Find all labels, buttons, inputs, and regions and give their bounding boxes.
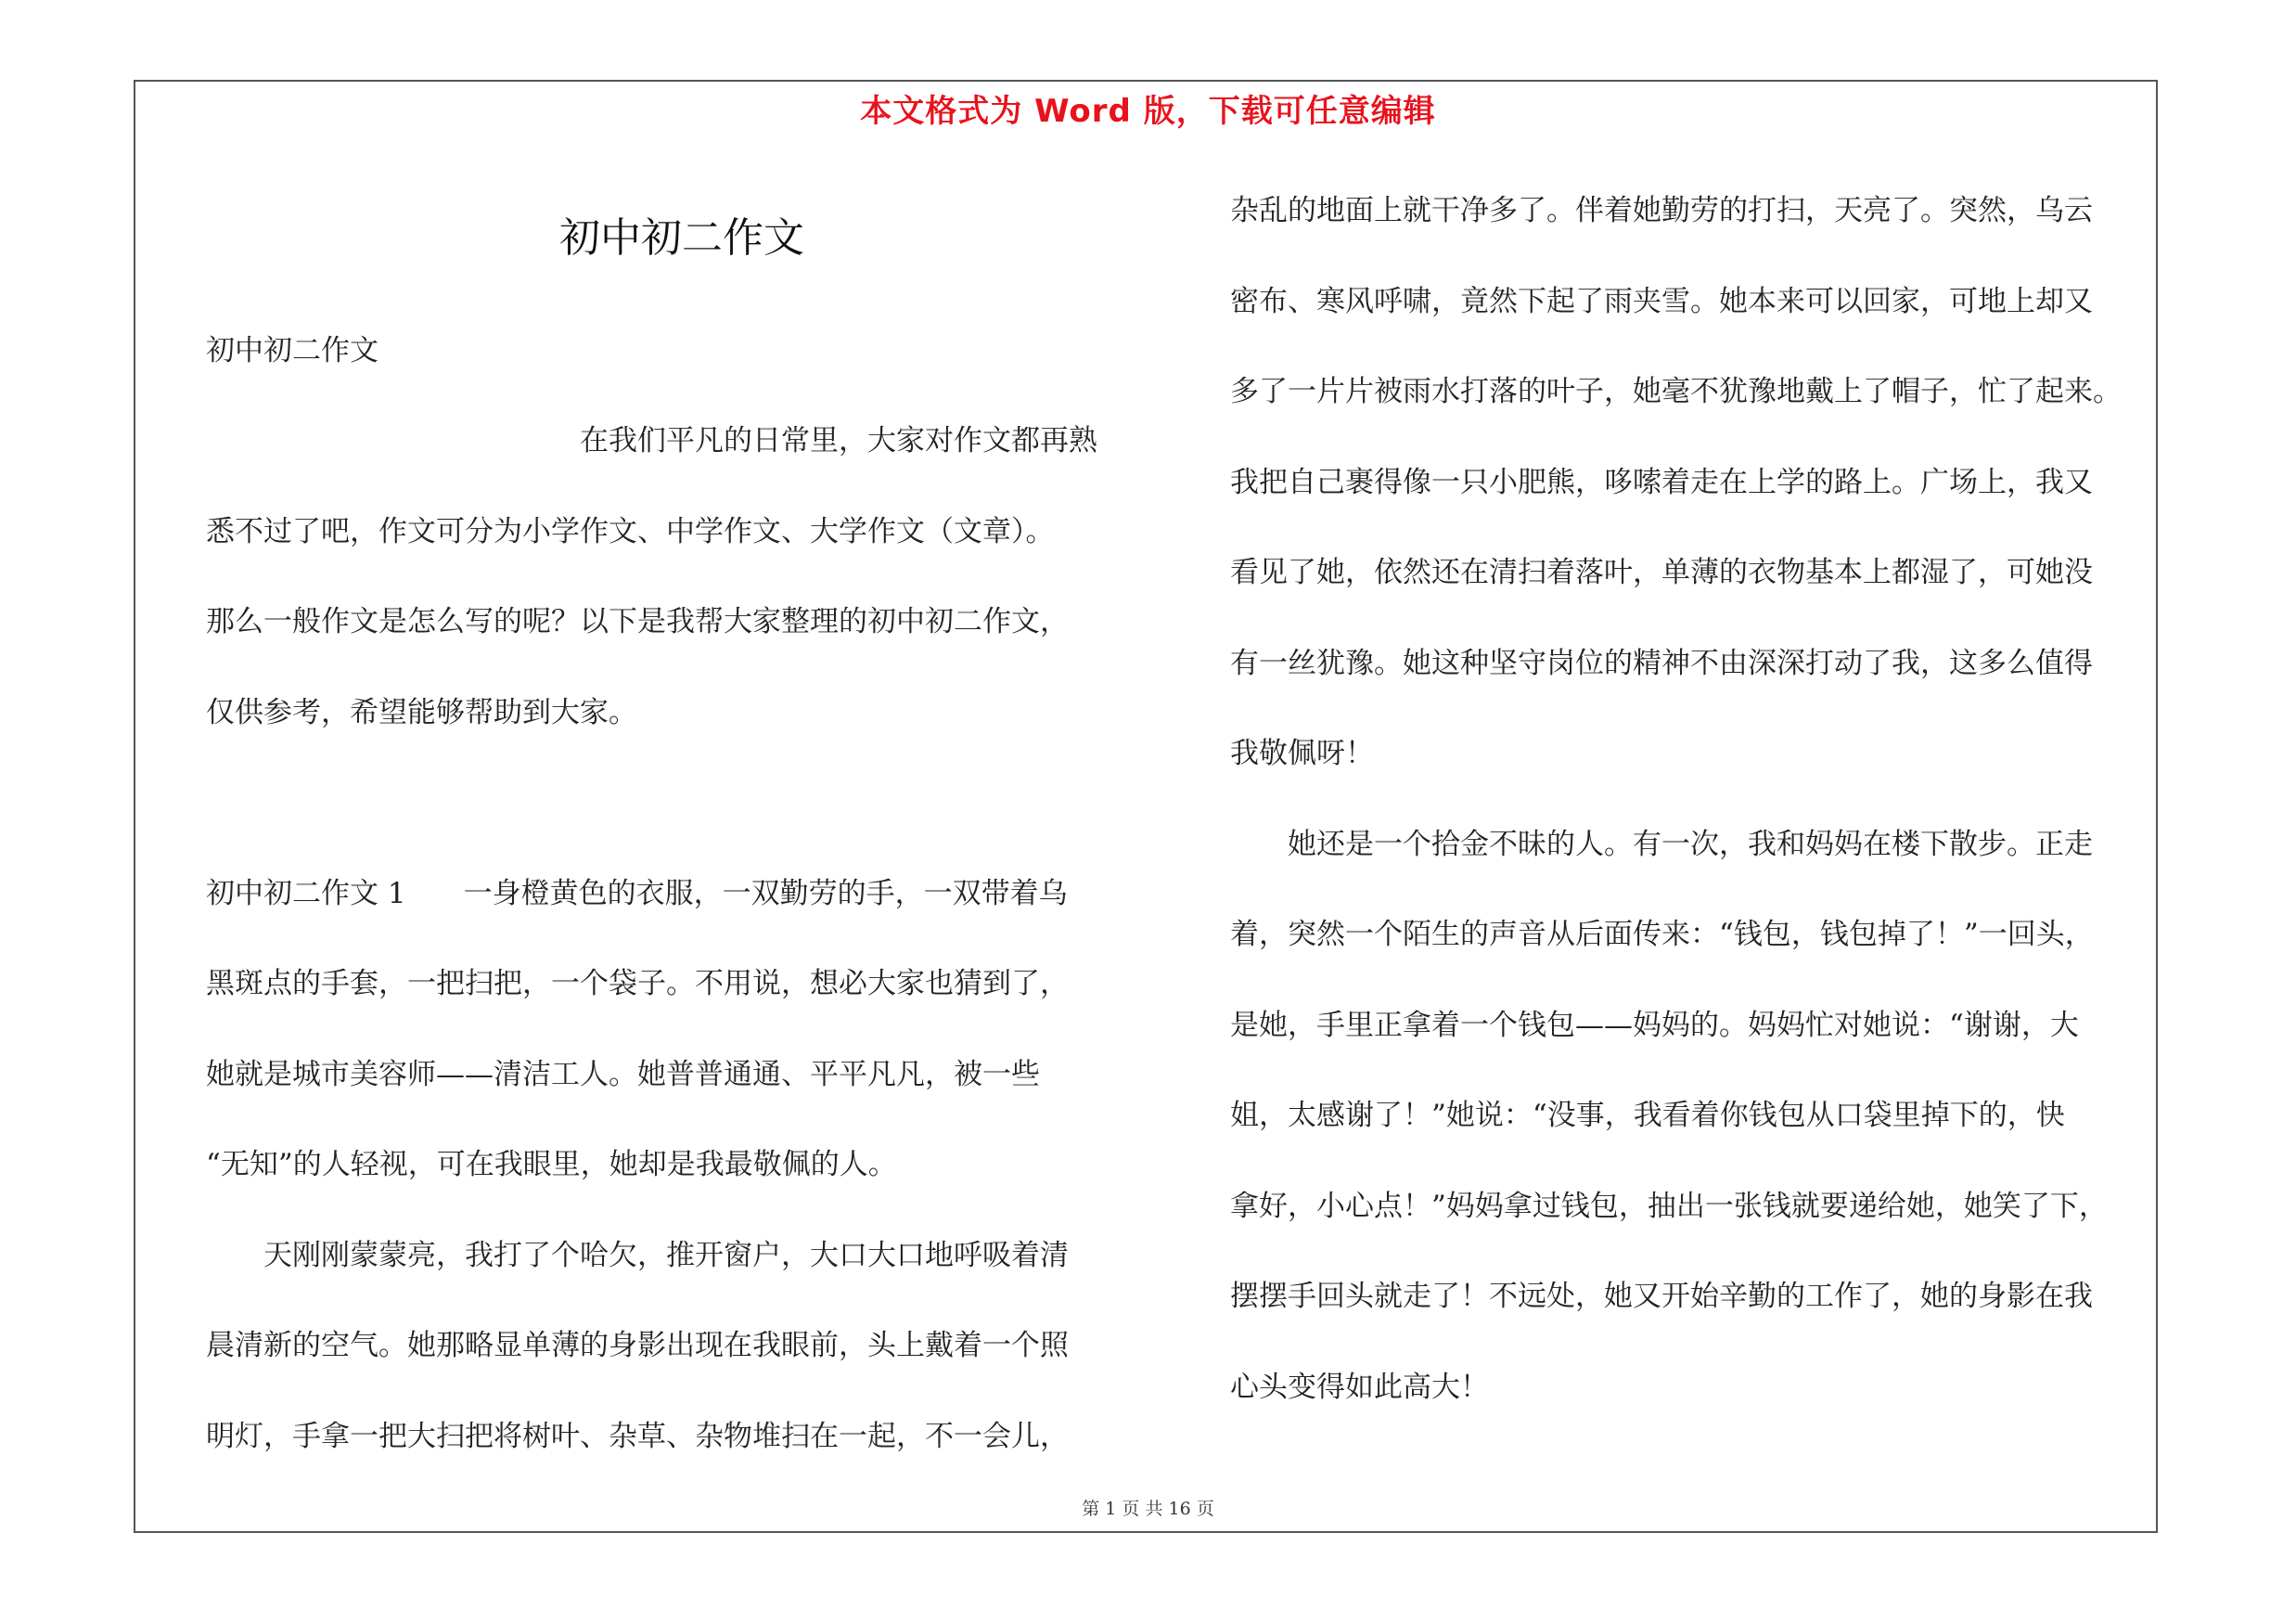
- text-line: 多了一片片被雨水打落的叶子，她毫不犹豫地戴上了帽子，忙了起来。: [1230, 375, 2122, 408]
- text-line: 我把自己裹得像一只小肥熊，哆嗦着走在上学的路上。广场上，我又: [1230, 466, 2093, 499]
- format-banner: 本文格式为 Word 版，下载可任意编辑: [860, 93, 1436, 130]
- text-line: 晨清新的空气。她那略显单薄的身影出现在我眼前，头上戴着一个照: [206, 1329, 1069, 1362]
- text-line: 黑斑点的手套，一把扫把，一个袋子。不用说，想必大家也猜到了，: [206, 967, 1069, 1000]
- text-line: 着，突然一个陌生的声音从后面传来：“钱包，钱包掉了！”一回头，: [1230, 918, 2094, 951]
- text-line: “无知”的人轻视，可在我眼里，她却是我最敬佩的人。: [206, 1148, 897, 1181]
- text-line: 密布、寒风呼啸，竟然下起了雨夹雪。她本来可以回家，可地上却又: [1230, 285, 2093, 318]
- text-line: 杂乱的地面上就干净多了。伴着她勤劳的打扫，天亮了。突然，乌云: [1230, 194, 2093, 227]
- text-line: 看见了她，依然还在清扫着落叶，单薄的衣物基本上都湿了，可她没: [1230, 556, 2093, 589]
- text-line: 心头变得如此高大！: [1230, 1371, 1489, 1404]
- document-title: 初中初二作文: [559, 214, 804, 262]
- text-line: 明灯，手拿一把大扫把将树叶、杂草、杂物堆扫在一起，不一会儿，: [206, 1420, 1069, 1453]
- text-line: 初中初二作文 1 一身橙黄色的衣服，一双勤劳的手，一双带着乌: [206, 877, 1068, 910]
- text-line: 初中初二作文: [206, 334, 378, 367]
- text-line: 我敬佩呀！: [1230, 737, 1374, 770]
- text-line: 天刚刚蒙蒙亮，我打了个哈欠，推开窗户，大口大口地呼吸着清: [206, 1239, 1069, 1272]
- text-line: 摆摆手回头就走了！不远处，她又开始辛勤的工作了，她的身影在我: [1230, 1280, 2093, 1313]
- text-line: 她就是城市美容师——清洁工人。她普普通通、平平凡凡，被一些: [206, 1058, 1040, 1091]
- text-line: 姐，太感谢了！”她说：“没事，我看着你钱包从口袋里掉下的，快: [1230, 1099, 2065, 1132]
- page-number-footer: 第 1 页 共 16 页: [1082, 1499, 1214, 1519]
- text-line: 悉不过了吧，作文可分为小学作文、中学作文、大学作文（文章）。: [206, 515, 1055, 548]
- text-line: 有一丝犹豫。她这种坚守岗位的精神不由深深打动了我，这多么值得: [1230, 647, 2093, 680]
- text-line: 那么一般作文是怎么写的呢？以下是我帮大家整理的初中初二作文，: [206, 605, 1069, 638]
- text-line: 她还是一个拾金不昧的人。有一次，我和妈妈在楼下散步。正走: [1230, 828, 2093, 861]
- text-line: 仅供参考，希望能够帮助到大家。: [206, 696, 637, 729]
- text-line: 在我们平凡的日常里，大家对作文都再熟: [206, 424, 1097, 457]
- text-line: 拿好，小心点！”妈妈拿过钱包，抽出一张钱就要递给她，她笑了下，: [1230, 1190, 2108, 1223]
- text-line: 是她，手里正拿着一个钱包——妈妈的。妈妈忙对她说：“谢谢，大: [1230, 1009, 2079, 1042]
